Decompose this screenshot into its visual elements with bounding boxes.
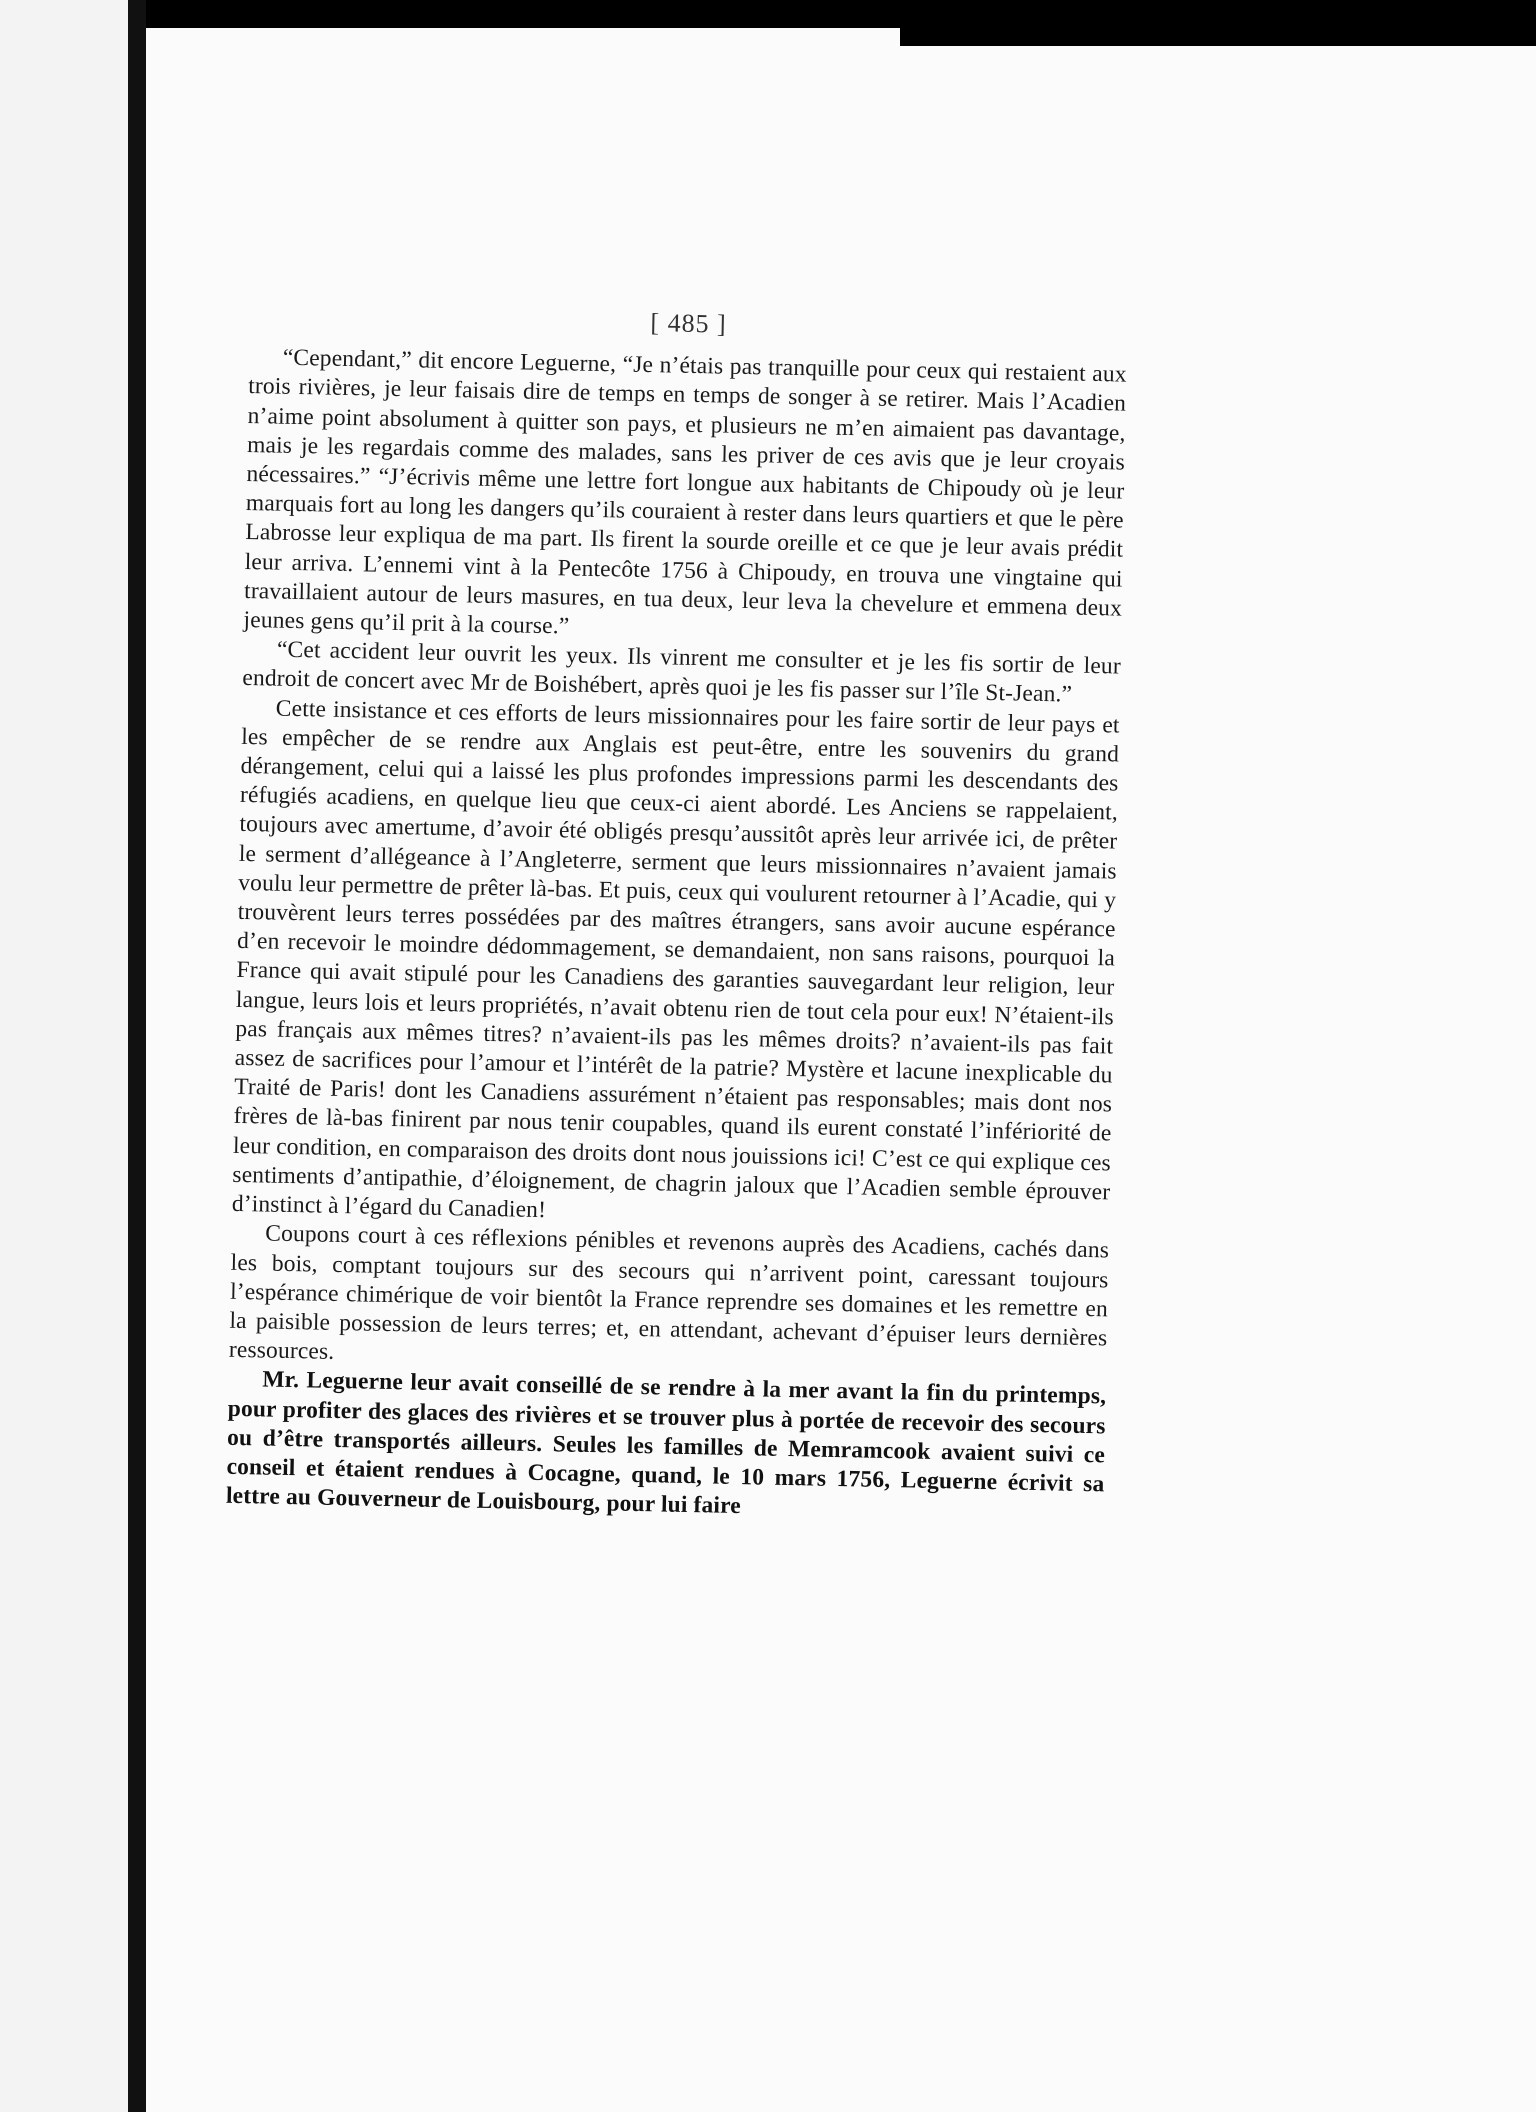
book-gutter [128,0,146,2112]
paragraph-5: Mr. Leguerne leur avait conseillé de se rendre à la mer avant la fin du printemps, pour profiter des glaces des rivières et se trouver plus à portée de recevoir des secours ou d’être transportés ailleurs. Seules les familles de Memramcook avaient suivi ce conseil et étaient rendues à Cocagne, quand, le 10 mars 1756, Leguerne écrivit sa lettre au Gouverneur de Louisbourg, pour lui faire [225,1366,1107,1520]
paragraph-3: Cette insistance et ces efforts de leurs missionnaires pour les faire sortir de leur pays et les empêcher de se rendre aux Anglais est peut-être, entre les souvenirs du grand dérangement, celui qui a laissé les plus profondes impressions parmi les descendants des réfugiés acadiens, en quelque lieu que ceux-ci aient abordé. Les Anciens se rappelaient, toujours avec amertume, d’avoir été obligés presqu’aussitôt après leur arrivée ici, de prêter le serment d’allégeance à l’Angleterre, serment que leurs missionnaires n’avaient jamais voulu leur permettre de prêter là-bas. Et puis, ceux qui voulurent retourner à l’Acadie, qui y trouvèrent leurs terres possédées par des maîtres étrangers, sans avoir aucune espérance d’en recevoir le moindre dédommagement, se demandaient, non sans raisons, pourquoi la France qui avait stipulé pour les Canadiens des garanties sauvegardant leur religion, leur langue, leurs lois et leurs propriétés, n’avait obtenu rien de tout cela pour eux! N’étaient-ils pas français aux mêmes titres? n’avaient-ils pas les mêmes droits? n’avaient-ils pas fait assez de sacrifices pour l’amour et l’intérêt de la patrie? Mystère et lacune inexplicable du Traité de Paris! dont les Canadiens assurément n’étaient pas responsables; mais dont nos frères de là-bas finirent par nous tenir coupables, quand ils eurent constaté l’infériorité de leur condition, en comparaison des droits dont nous jouissions ici! C’est ce qui explique ces sentiments d’antipathie, d’éloignement, de chagrin jaloux que l’Acadien semble éprouver d’instinct à l’égard du Canadien! [231,695,1120,1224]
paragraph-1: “Cependant,” dit encore Leguerne, “Je n’étais pas tranquille pour ceux qui restaient aux trois rivières, je leur faisais dire de temps en temps de songer à se retirer. Mais l’Acadien n’aime point absolument à quitter son pays, et plusieurs ne m’en aimaient pas davantage, mais je les regardais comme des malades, sans les priver de ces avis que je leur croyais nécessaires.” “J’écrivis même une lettre fort longue aux habitants de Chipoudy où je leur marquais fort au long les dangers qu’ils couraient à rester dans leurs quartiers et que le père Labrosse leur expliqua de ma part. Ils firent la sourde oreille et ce que je leur avais prédit leur arriva. L’ennemi vint à la Pentecôte 1756 à Chipoudy, en trouva une vingtaine qui travaillaient autour de leurs masures, en tua deux, leur leva la chevelure et emmena deux jeunes gens qu’il prit à la course.” [243,344,1127,640]
paragraph-2: “Cet accident leur ouvrit les yeux. Ils vinrent me consulter et je les fis sortir de leur endroit de concert avec Mr de Boishébert, après quoi je les fis passer sur l’île St-Jean.” [242,636,1122,709]
previous-page-edge [0,0,128,2112]
page-number: [ 485 ] [650,308,728,339]
paragraph-4: Coupons court à ces réflexions pénibles et revenons auprès des Acadiens, cachés dans les bois, comptant toujours sur des secours qui n’arrivent point, caressant toujours l’espérance chimérique de voir bientôt la France reprendre ses domaines et les remettre en la paisible possession de leurs terres; et, en attendant, achevant d’épuiser leurs dernières ressources. [228,1220,1110,1366]
page-text-block [226,300,1128,1529]
page-edge-strip [900,46,1536,52]
